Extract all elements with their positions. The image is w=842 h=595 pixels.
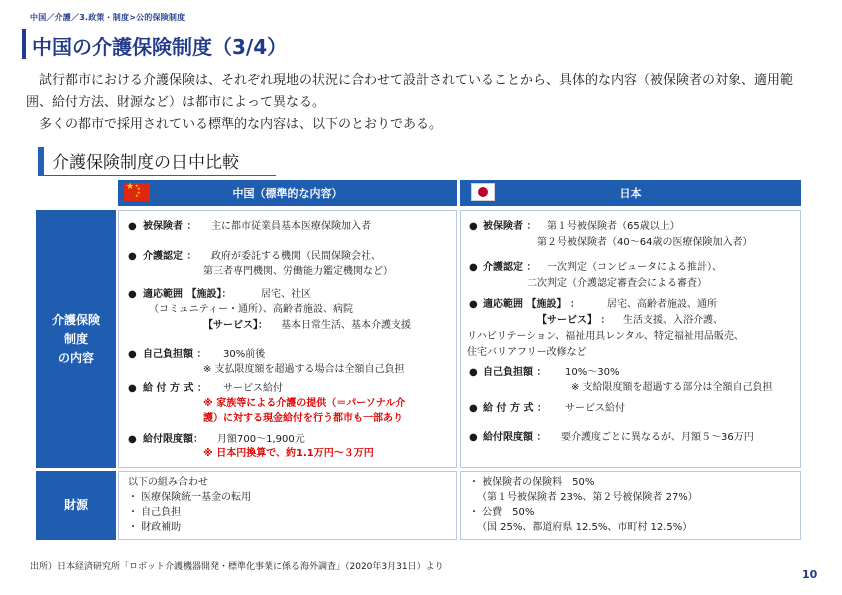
jp-copay-label: 自己負担額 ： (483, 367, 547, 378)
jp-insured-label: 被保険者 ： (483, 221, 537, 232)
jp-method-value: サービス給付 (565, 403, 625, 414)
bullet-icon: ● (128, 221, 137, 232)
cn-copay-label: 自己負担額 ： (143, 349, 207, 360)
jp-finance-item: （国 25%、都道府県 12.5%、市町村 12.5%） (477, 522, 693, 533)
cell-japan-system (460, 210, 801, 468)
jp-method-label: 給 付 方 式 ： (483, 403, 547, 414)
jp-limit-value: 要介護度ごとに異なるが、月額５～36万円 (561, 432, 754, 443)
bullet-icon: ● (128, 434, 137, 445)
header-japan-label: 日本 (619, 187, 642, 200)
jp-scope-label: 適応範囲 【施設】 ： (483, 299, 580, 310)
cn-scope-service-value: 基本日常生活、基本介護支援 (281, 320, 411, 331)
cn-insured-value: 主に都市従業員基本医療保険加入者 (211, 221, 371, 232)
bullet-icon: ● (128, 383, 137, 394)
row-label-line: 制度 (63, 331, 88, 346)
cn-method-note: ※ 家族等による介護の提供（＝パーソナル介 (203, 398, 406, 409)
cn-insured-label: 被保険者 ： (143, 221, 197, 232)
jp-insured-value: 第２号被保険者（40～64歳の医療保険加入者） (537, 237, 753, 248)
cell-japan-finance (460, 471, 801, 540)
jp-scope-facility: 居宅、高齢者施設、通所 (607, 299, 717, 310)
jp-cert-value: 二次判定（介護認定審査会による審査） (527, 278, 707, 289)
jp-limit-label: 給付限度額 ： (483, 432, 547, 443)
bullet-icon: ● (469, 299, 478, 310)
jp-scope-service-value: リハビリテーション、福祉用具レンタル、特定福祉用品販売、 (467, 331, 744, 342)
cn-finance-title: 以下の組み合わせ (128, 477, 208, 488)
cn-limit-value: 月額700～1,900元 (217, 434, 305, 445)
china-flag-icon: ★ ★ ★ ★ ★ (124, 183, 150, 201)
section-accent-bar (38, 147, 44, 176)
jp-scope-service-value: 住宅バリアフリー改修など (467, 347, 587, 358)
cn-limit-label: 給付限度額： (143, 434, 203, 445)
section-underline (44, 175, 276, 176)
cn-method-value: サービス給付 (223, 383, 283, 394)
title-accent-bar (22, 29, 26, 59)
cn-cert-value: 第三者専門機関、労働能力鑑定機関など） (203, 266, 393, 277)
cn-cert-label: 介護認定 ： (143, 251, 197, 262)
cn-scope-service-label: 【サービス】： (203, 320, 268, 331)
jp-scope-service-label: 【サービス】 ： (537, 315, 611, 326)
cn-method-note: 護）に対する現金給付を行う都市も一部あり (203, 413, 403, 424)
jp-finance-item: ・ 被保険者の保険料 50% (469, 477, 595, 488)
cn-cert-value: 政府が委託する機関（民間保険会社、 (211, 251, 381, 262)
jp-finance-item: （第１号被保険者 23%、第２号被保険者 27%） (477, 492, 698, 503)
cn-finance-item: ・ 財政補助 (128, 522, 182, 533)
bullet-icon: ● (469, 221, 478, 232)
section-title: 介護保険制度の日中比較 (52, 153, 239, 173)
page-title: 中国の介護保険制度（3/4） (32, 35, 288, 59)
jp-scope-service-value: 生活支援、入浴介護、 (623, 315, 723, 326)
cn-scope-label: 適応範囲 【施設】： (143, 289, 232, 300)
jp-finance-item: ・ 公費 50% (469, 507, 535, 518)
bullet-icon: ● (469, 432, 478, 443)
jp-copay-note: ※ 支給限度額を超過する部分は全額自己負担 (571, 382, 773, 393)
bullet-icon: ● (469, 262, 478, 273)
row-label-finance (36, 471, 116, 540)
cn-copay-note: ※ 支払限度額を超過する場合は全額自己負担 (203, 364, 405, 375)
jp-cert-label: 介護認定 ： (483, 262, 537, 273)
row-label-line: 財源 (63, 498, 88, 512)
bullet-icon: ● (128, 349, 137, 360)
cn-scope-facility: （コミュニティー・通所）、高齢者施設、病院 (149, 304, 353, 315)
bullet-icon: ● (469, 367, 478, 378)
breadcrumb: 中国／介護／3.政策・制度>公的保険制度 (30, 13, 186, 22)
cn-limit-note: ※ 日本円換算で、約1.1万円～３万円 (203, 448, 374, 459)
cn-finance-item: ・ 自己負担 (128, 507, 182, 518)
jp-copay-value: 10%～30% (565, 367, 620, 378)
row-label-line: の内容 (57, 350, 94, 365)
jp-cert-value: 一次判定（コンピュータによる推計）、 (547, 262, 722, 273)
japan-flag-icon (471, 183, 495, 201)
header-china (118, 180, 457, 206)
cn-copay-value: 30%前後 (223, 349, 266, 360)
cn-scope-facility: 居宅、社区 (261, 289, 311, 300)
header-china-label: 中国（標準的な内容） (232, 187, 343, 200)
cn-finance-item: ・ 医療保険統一基金の転用 (128, 492, 252, 503)
source-note: 出所）日本経済研究所「ロボット介護機器開発・標準化事業に係る海外調査」（2020年3月31日）より (30, 562, 444, 572)
row-label-line: 介護保険 (51, 312, 100, 327)
intro-paragraph-1: 試行都市における介護保険は、それぞれ現地の状況に合わせて設計されていることから、具体的な内容（被保険者の対象、適用範囲、給付方法、財源など）は都市によって異なる。 (26, 73, 794, 110)
bullet-icon: ● (469, 403, 478, 414)
bullet-icon: ● (128, 251, 137, 262)
cell-china-finance (118, 471, 457, 540)
bullet-icon: ● (128, 289, 137, 300)
jp-insured-value: 第１号被保険者（65歳以上） (547, 221, 680, 232)
cell-china-system (118, 210, 457, 468)
cn-method-label: 給 付 方 式 ： (143, 383, 207, 394)
row-label-system (36, 210, 116, 468)
intro-paragraph-2: 多くの都市で採用されている標準的な内容は、以下のとおりである。 (39, 117, 443, 132)
page-number: 10 (802, 568, 818, 581)
header-japan (460, 180, 801, 206)
